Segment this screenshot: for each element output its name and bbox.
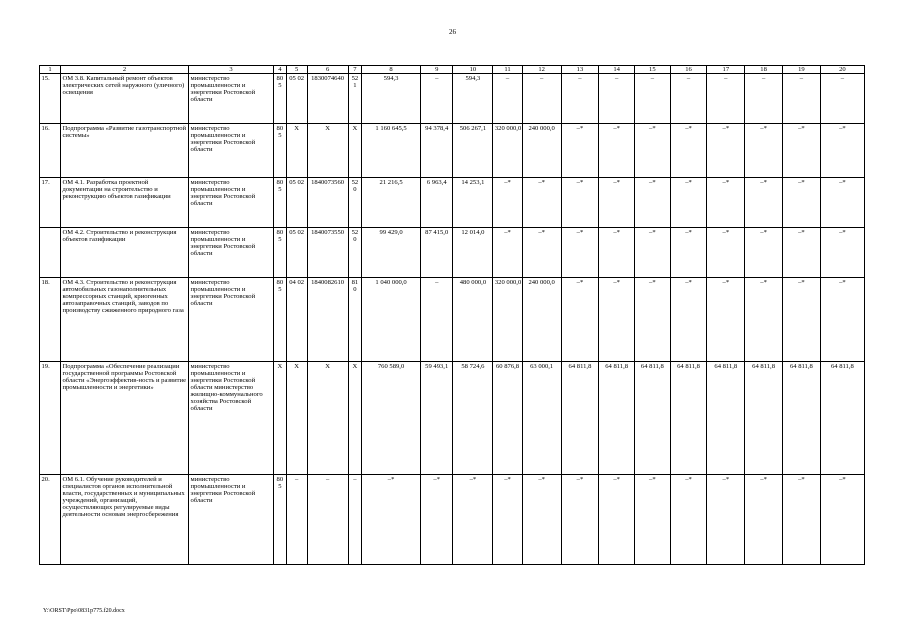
program-name: ОМ 6.1. Обучение руководителей и специалистов органов исполнительной власти, государственных и муниципальных учреждений, организаций, осуществляющих регулируемые виды деятельности основам энергосбережения bbox=[60, 475, 188, 565]
amount-2020: 506 267,1 bbox=[453, 124, 493, 178]
year-amount: 320 000,0 bbox=[493, 124, 522, 178]
vr-code: 520 bbox=[348, 228, 362, 278]
year-amount: –* bbox=[820, 228, 864, 278]
rzpr-code: 04 02 bbox=[286, 278, 307, 362]
year-amount: –* bbox=[707, 475, 745, 565]
column-number: 5 bbox=[286, 66, 307, 74]
grbs-code: 805 bbox=[274, 74, 287, 124]
column-number: 13 bbox=[561, 66, 599, 74]
total-amount: 1 040 000,0 bbox=[362, 278, 421, 362]
year-amount: 64 811,8 bbox=[782, 362, 820, 475]
grbs-code: 805 bbox=[274, 178, 287, 228]
year-amount: –* bbox=[707, 228, 745, 278]
year-amount: 64 811,8 bbox=[599, 362, 635, 475]
column-number: 17 bbox=[707, 66, 745, 74]
column-number: 18 bbox=[745, 66, 783, 74]
column-number: 8 bbox=[362, 66, 421, 74]
total-amount: 99 429,0 bbox=[362, 228, 421, 278]
year-amount: –* bbox=[820, 178, 864, 228]
year-amount: –* bbox=[561, 124, 599, 178]
csr-code: Х bbox=[307, 124, 348, 178]
column-number: 19 bbox=[782, 66, 820, 74]
column-numbers-row bbox=[40, 66, 865, 74]
table-row bbox=[40, 178, 865, 228]
year-amount: –* bbox=[493, 228, 522, 278]
column-number: 16 bbox=[670, 66, 707, 74]
year-amount: 240 000,0 bbox=[522, 124, 561, 178]
csr-code: 1840082610 bbox=[307, 278, 348, 362]
year-amount: – bbox=[782, 74, 820, 124]
responsible-executor: министерство промышленности и энергетики Ростовской области bbox=[189, 278, 274, 362]
grbs-code: 805 bbox=[274, 124, 287, 178]
year-amount: 320 000,0 bbox=[493, 278, 522, 362]
year-amount: –* bbox=[745, 278, 783, 362]
csr-code: 1830074640 bbox=[307, 74, 348, 124]
vr-code: Х bbox=[348, 362, 362, 475]
csr-code: Х bbox=[307, 362, 348, 475]
year-amount: – bbox=[670, 74, 707, 124]
grbs-code: 805 bbox=[274, 228, 287, 278]
total-amount: –* bbox=[362, 475, 421, 565]
column-number: 9 bbox=[420, 66, 453, 74]
page-number: 26 bbox=[449, 28, 456, 36]
vr-code: Х bbox=[348, 124, 362, 178]
vr-code: 521 bbox=[348, 74, 362, 124]
column-number: 2 bbox=[60, 66, 188, 74]
amount-2019: –* bbox=[420, 475, 453, 565]
year-amount: –* bbox=[782, 228, 820, 278]
program-name: ОМ 3.8. Капитальный ремонт объектов электрических сетей наружного (уличного) освещения bbox=[60, 74, 188, 124]
year-amount: 60 876,8 bbox=[493, 362, 522, 475]
column-number: 14 bbox=[599, 66, 635, 74]
column-number: 1 bbox=[40, 66, 61, 74]
year-amount: –* bbox=[635, 178, 671, 228]
column-number: 12 bbox=[522, 66, 561, 74]
grbs-code: Х bbox=[274, 362, 287, 475]
responsible-executor: министерство промышленности и энергетики Ростовской области bbox=[189, 74, 274, 124]
year-amount: –* bbox=[670, 178, 707, 228]
year-amount: –* bbox=[635, 475, 671, 565]
year-amount: –* bbox=[820, 278, 864, 362]
year-amount: 64 811,8 bbox=[820, 362, 864, 475]
table-row bbox=[40, 228, 865, 278]
amount-2019: 6 963,4 bbox=[420, 178, 453, 228]
year-amount: –* bbox=[599, 124, 635, 178]
vr-code: – bbox=[348, 475, 362, 565]
year-amount: –* bbox=[745, 124, 783, 178]
program-name: ОМ 4.3. Строительство и реконструкция автомобильных газонаполнительных компрессорных станций, криогенных автозаправочных станций, заводов по производству сжиженного природного газа bbox=[60, 278, 188, 362]
file-path-footer: Y:\ORST\Ppo\0831p775.f20.docx bbox=[43, 608, 125, 614]
row-number: 15. bbox=[40, 74, 61, 124]
program-name: ОМ 4.1. Разработка проектной документации на строительство и реконструкцию объектов газификации bbox=[60, 178, 188, 228]
table-row bbox=[40, 362, 865, 475]
rzpr-code: 05 02 bbox=[286, 74, 307, 124]
year-amount: –* bbox=[635, 124, 671, 178]
year-amount: –* bbox=[599, 178, 635, 228]
amount-2019: – bbox=[420, 278, 453, 362]
year-amount: –* bbox=[522, 178, 561, 228]
table-row bbox=[40, 124, 865, 178]
row-number: 18. bbox=[40, 278, 61, 362]
year-amount: – bbox=[635, 74, 671, 124]
year-amount: –* bbox=[493, 178, 522, 228]
rzpr-code: – bbox=[286, 475, 307, 565]
amount-2019: 59 493,1 bbox=[420, 362, 453, 475]
row-number: 19. bbox=[40, 362, 61, 475]
program-name: Подпрограмма «Обеспечение реализации государственной программы Ростовской области «Энергоэффектив-ность и развитие промышленности и энергетики» bbox=[60, 362, 188, 475]
year-amount: –* bbox=[561, 178, 599, 228]
total-amount: 594,3 bbox=[362, 74, 421, 124]
row-number: 17. bbox=[40, 178, 61, 228]
amount-2020: 58 724,6 bbox=[453, 362, 493, 475]
column-number: 10 bbox=[453, 66, 493, 74]
csr-code: 1840073550 bbox=[307, 228, 348, 278]
year-amount: –* bbox=[561, 475, 599, 565]
amount-2020: 14 253,1 bbox=[453, 178, 493, 228]
year-amount: – bbox=[561, 74, 599, 124]
table-row bbox=[40, 74, 865, 124]
year-amount: –* bbox=[707, 124, 745, 178]
program-name: Подпрограмма «Развитие газотранспортной системы» bbox=[60, 124, 188, 178]
budget-table bbox=[39, 65, 865, 565]
csr-code: – bbox=[307, 475, 348, 565]
year-amount: – bbox=[820, 74, 864, 124]
amount-2020: 480 000,0 bbox=[453, 278, 493, 362]
year-amount: –* bbox=[745, 475, 783, 565]
column-number: 3 bbox=[189, 66, 274, 74]
responsible-executor: министерство промышленности и энергетики Ростовской области bbox=[189, 228, 274, 278]
year-amount: – bbox=[522, 74, 561, 124]
year-amount: 240 000,0 bbox=[522, 278, 561, 362]
year-amount: – bbox=[707, 74, 745, 124]
column-number: 20 bbox=[820, 66, 864, 74]
year-amount: – bbox=[745, 74, 783, 124]
year-amount: –* bbox=[782, 124, 820, 178]
year-amount: 64 811,8 bbox=[670, 362, 707, 475]
year-amount: – bbox=[493, 74, 522, 124]
year-amount: –* bbox=[670, 278, 707, 362]
year-amount: –* bbox=[493, 475, 522, 565]
amount-2020: –* bbox=[453, 475, 493, 565]
rzpr-code: Х bbox=[286, 124, 307, 178]
responsible-executor: министерство промышленности и энергетики Ростовской области министерство жилищно-коммунального хозяйства Ростовской области bbox=[189, 362, 274, 475]
year-amount: –* bbox=[561, 228, 599, 278]
year-amount: –* bbox=[707, 278, 745, 362]
total-amount: 1 160 645,5 bbox=[362, 124, 421, 178]
year-amount: –* bbox=[599, 278, 635, 362]
row-number bbox=[40, 228, 61, 278]
amount-2020: 12 014,0 bbox=[453, 228, 493, 278]
table-row bbox=[40, 278, 865, 362]
grbs-code: 805 bbox=[274, 475, 287, 565]
year-amount: –* bbox=[820, 475, 864, 565]
grbs-code: 805 bbox=[274, 278, 287, 362]
year-amount: –* bbox=[782, 475, 820, 565]
year-amount: – bbox=[599, 74, 635, 124]
year-amount: –* bbox=[599, 475, 635, 565]
amount-2020: 594,3 bbox=[453, 74, 493, 124]
amount-2019: 87 415,0 bbox=[420, 228, 453, 278]
column-number: 15 bbox=[635, 66, 671, 74]
rzpr-code: Х bbox=[286, 362, 307, 475]
year-amount: 64 811,8 bbox=[707, 362, 745, 475]
column-number: 11 bbox=[493, 66, 522, 74]
year-amount: –* bbox=[670, 124, 707, 178]
year-amount: 64 811,8 bbox=[561, 362, 599, 475]
responsible-executor: министерство промышленности и энергетики Ростовской области bbox=[189, 475, 274, 565]
year-amount: 63 000,1 bbox=[522, 362, 561, 475]
year-amount: –* bbox=[745, 178, 783, 228]
program-name: ОМ 4.2. Строительство и реконструкция объектов газификации bbox=[60, 228, 188, 278]
responsible-executor: министерство промышленности и энергетики Ростовской области bbox=[189, 178, 274, 228]
row-number: 20. bbox=[40, 475, 61, 565]
vr-code: 520 bbox=[348, 178, 362, 228]
year-amount: –* bbox=[707, 178, 745, 228]
year-amount: –* bbox=[635, 228, 671, 278]
column-number: 6 bbox=[307, 66, 348, 74]
year-amount: –* bbox=[561, 278, 599, 362]
table-row bbox=[40, 475, 865, 565]
year-amount: –* bbox=[635, 278, 671, 362]
year-amount: –* bbox=[745, 228, 783, 278]
rzpr-code: 05 02 bbox=[286, 178, 307, 228]
column-number: 4 bbox=[274, 66, 287, 74]
year-amount: 64 811,8 bbox=[745, 362, 783, 475]
year-amount: –* bbox=[782, 278, 820, 362]
year-amount: –* bbox=[782, 178, 820, 228]
row-number: 16. bbox=[40, 124, 61, 178]
year-amount: –* bbox=[670, 228, 707, 278]
year-amount: –* bbox=[522, 475, 561, 565]
csr-code: 1840073560 bbox=[307, 178, 348, 228]
amount-2019: – bbox=[420, 74, 453, 124]
total-amount: 760 589,0 bbox=[362, 362, 421, 475]
amount-2019: 94 378,4 bbox=[420, 124, 453, 178]
total-amount: 21 216,5 bbox=[362, 178, 421, 228]
year-amount: –* bbox=[820, 124, 864, 178]
year-amount: 64 811,8 bbox=[635, 362, 671, 475]
vr-code: 810 bbox=[348, 278, 362, 362]
year-amount: –* bbox=[522, 228, 561, 278]
rzpr-code: 05 02 bbox=[286, 228, 307, 278]
column-number: 7 bbox=[348, 66, 362, 74]
year-amount: –* bbox=[670, 475, 707, 565]
year-amount: –* bbox=[599, 228, 635, 278]
responsible-executor: министерство промышленности и энергетики Ростовской области bbox=[189, 124, 274, 178]
